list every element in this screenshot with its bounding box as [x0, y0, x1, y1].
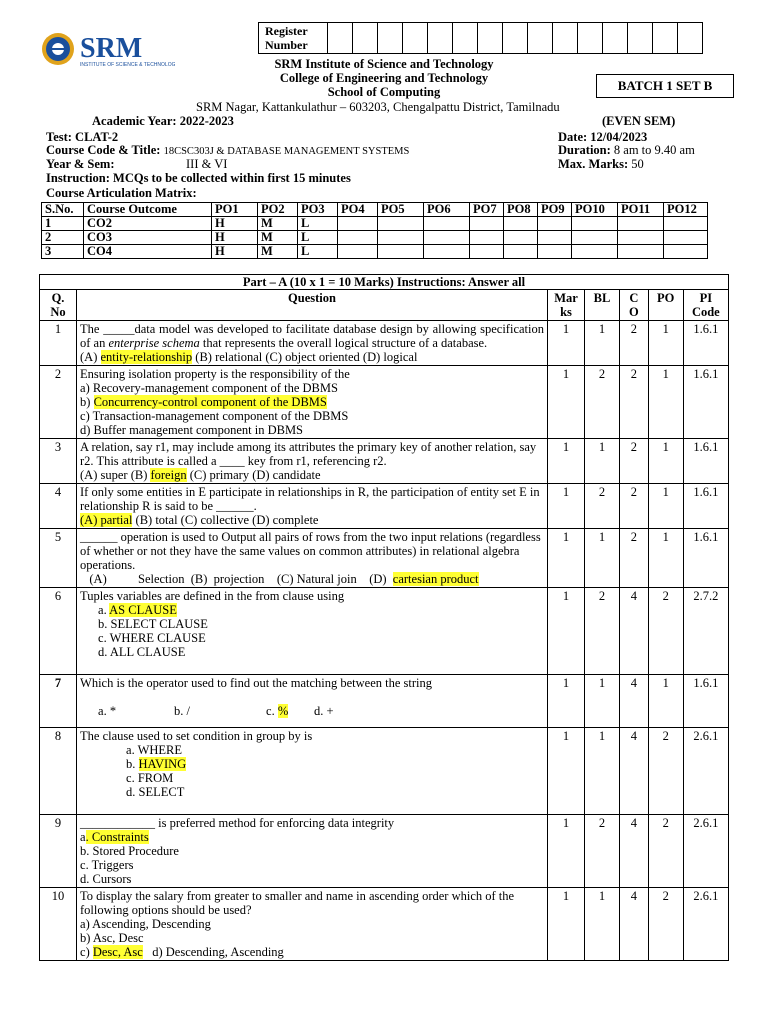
register-digit-cell[interactable]: [403, 23, 428, 54]
question-po: 1: [648, 366, 683, 439]
option-prefix: c.: [266, 704, 278, 718]
matrix-header-cell: PO12: [664, 203, 708, 217]
other-options: (B) total (C) collective (D) complete: [132, 513, 319, 527]
matrix-cell: 2: [42, 231, 84, 245]
question-text: [77, 321, 548, 366]
matrix-cell: [538, 231, 572, 245]
matrix-cell: [572, 231, 618, 245]
option-d: d. +: [314, 704, 334, 718]
question-text: [77, 675, 548, 728]
matrix-cell: [664, 245, 708, 259]
matrix-header-cell: S.No.: [42, 203, 84, 217]
question-row: [40, 815, 729, 888]
question-header: Question: [77, 290, 548, 321]
correct-answer: %: [277, 704, 289, 718]
register-digit-cell[interactable]: [503, 23, 528, 54]
question-stem: Which is the operator used to find out the matching between the string: [80, 676, 433, 690]
question-row: [40, 588, 729, 675]
question-marks: 1: [548, 484, 585, 529]
register-digit-cell[interactable]: [428, 23, 453, 54]
part-a-title-row: [40, 275, 729, 290]
option-b: b. /: [174, 704, 190, 718]
question-bl: 2: [585, 366, 620, 439]
option-prefix: a: [80, 830, 86, 844]
question-po: 1: [648, 484, 683, 529]
question-row: [40, 529, 729, 588]
course-label: Course Code & Title:: [46, 143, 161, 157]
question-co: 2: [619, 321, 648, 366]
matrix-cell: [470, 217, 504, 231]
question-stem: To display the salary from greater to smaller and name in ascending order which of the following options should be used?: [80, 889, 515, 917]
options-line: [80, 704, 544, 720]
matrix-cell: 3: [42, 245, 84, 259]
duration-label: Duration:: [558, 143, 611, 157]
question-co: 4: [619, 675, 648, 728]
question-bl: 1: [585, 728, 620, 815]
question-row: [40, 321, 729, 366]
question-bl: 1: [585, 321, 620, 366]
register-digit-cell[interactable]: [553, 23, 578, 54]
matrix-cell: [378, 217, 424, 231]
matrix-cell: [664, 231, 708, 245]
question-bl: 1: [585, 529, 620, 588]
correct-answer: cartesian product: [392, 572, 479, 586]
option-a: [80, 830, 544, 844]
question-number: 8: [40, 728, 77, 815]
option-prefix: b): [80, 395, 94, 409]
part-a-table: [39, 274, 729, 961]
matrix-cell: [618, 231, 664, 245]
matrix-cell: L: [298, 245, 338, 259]
register-digit-cell[interactable]: [328, 23, 353, 54]
register-digit-cell[interactable]: [478, 23, 503, 54]
question-po: 1: [648, 529, 683, 588]
other-options: (B) relational (C) object oriented (D) logical: [192, 350, 418, 364]
matrix-header-cell: PO8: [504, 203, 538, 217]
register-number-box: [258, 22, 703, 54]
question-bl: 1: [585, 675, 620, 728]
question-text: [77, 484, 548, 529]
matrix-header-cell: PO7: [470, 203, 504, 217]
question-co: 4: [619, 888, 648, 961]
question-po: 1: [648, 321, 683, 366]
matrix-row: [42, 217, 708, 231]
co-header: C O: [619, 290, 648, 321]
question-bl: 2: [585, 815, 620, 888]
matrix-title: Course Articulation Matrix:: [46, 186, 197, 200]
matrix-cell: [424, 217, 470, 231]
test-name: Test: CLAT-2: [46, 130, 119, 144]
option-prefix: a.: [98, 603, 110, 617]
question-po: 2: [648, 728, 683, 815]
matrix-header-cell: PO11: [618, 203, 664, 217]
question-stem-end: that represents the overall logical structure of a database.: [199, 336, 488, 350]
question-text: [77, 728, 548, 815]
question-text: [77, 815, 548, 888]
correct-answer: HAVING: [138, 757, 187, 771]
question-row: [40, 888, 729, 961]
matrix-cell: CO2: [84, 217, 212, 231]
question-number: 10: [40, 888, 77, 961]
register-digit-cell[interactable]: [653, 23, 678, 54]
academic-year: Academic Year: 2022-2023: [92, 114, 234, 128]
question-po: 2: [648, 815, 683, 888]
matrix-cell: [664, 217, 708, 231]
course-value: 18CSC303J & DATABASE MANAGEMENT SYSTEMS: [163, 146, 410, 157]
question-co: 2: [619, 529, 648, 588]
year-label: Year & Sem:: [46, 157, 115, 171]
max-marks-label: Max. Marks:: [558, 157, 629, 171]
question-co: 2: [619, 439, 648, 484]
exam-date: Date: 12/04/2023: [558, 130, 648, 144]
question-pi: 2.6.1: [683, 888, 728, 961]
matrix-cell: M: [258, 217, 298, 231]
svg-text:SRM: SRM: [80, 33, 143, 64]
po-header: PO: [648, 290, 683, 321]
option-a: [80, 603, 544, 617]
marks-row: [558, 157, 644, 172]
articulation-matrix: [41, 202, 708, 259]
register-digit-cell[interactable]: [353, 23, 378, 54]
option-b: b. Stored Procedure: [80, 844, 179, 858]
question-number: 4: [40, 484, 77, 529]
question-marks: 1: [548, 815, 585, 888]
register-number-label: Register Number: [259, 23, 328, 54]
question-po: 1: [648, 675, 683, 728]
other-options: (A) Selection (B) projection (C) Natural join (D): [80, 572, 393, 586]
question-marks: 1: [548, 321, 585, 366]
batch-badge: BATCH 1 SET B: [596, 74, 734, 98]
question-number: 9: [40, 815, 77, 888]
question-row: [40, 728, 729, 815]
matrix-cell: H: [212, 245, 258, 259]
register-digit-cell[interactable]: [603, 23, 628, 54]
question-marks: 1: [548, 888, 585, 961]
matrix-cell: H: [212, 231, 258, 245]
matrix-header-cell: PO4: [338, 203, 378, 217]
question-pi: 1.6.1: [683, 366, 728, 439]
matrix-cell: [424, 245, 470, 259]
duration-value: 8 am to 9.40 am: [613, 143, 695, 157]
question-co: 2: [619, 484, 648, 529]
question-number: 1: [40, 321, 77, 366]
question-bl: 1: [585, 888, 620, 961]
matrix-cell: L: [298, 231, 338, 245]
register-digit-cell[interactable]: [528, 23, 553, 54]
question-po: 1: [648, 439, 683, 484]
instruction: Instruction: MCQs to be collected within first 15 minutes: [46, 171, 351, 185]
option-prefix: b.: [126, 757, 139, 771]
other-options: (C) primary (D) candidate: [186, 468, 321, 482]
question-bl: 1: [585, 439, 620, 484]
matrix-cell: [504, 231, 538, 245]
matrix-cell: [504, 245, 538, 259]
matrix-cell: [338, 245, 378, 259]
question-marks: 1: [548, 439, 585, 484]
option-b: [80, 395, 544, 409]
correct-answer: . Constraints: [85, 830, 149, 844]
address: SRM Nagar, Kattankulathur – 603203, Chengalpattu District, Tamilnadu: [196, 100, 560, 114]
question-marks: 1: [548, 366, 585, 439]
duration-row: [558, 143, 695, 158]
register-digit-cell[interactable]: [678, 23, 703, 54]
register-digit-cell[interactable]: [378, 23, 403, 54]
bl-header: BL: [585, 290, 620, 321]
register-digit-cell[interactable]: [628, 23, 653, 54]
question-marks: 1: [548, 588, 585, 675]
year-value: III & VI: [186, 157, 228, 171]
correct-answer: foreign: [150, 468, 187, 482]
question-row: [40, 366, 729, 439]
question-number: 6: [40, 588, 77, 675]
part-a-header-row: [40, 290, 729, 321]
matrix-header-cell: PO1: [212, 203, 258, 217]
question-text: [77, 366, 548, 439]
option-d: d. SELECT: [126, 785, 185, 799]
question-stem: ______ operation is used to Output all pairs of rows from the two input relations (regardless of whether or not they have the same values on common attributes) in relational algebra operations.: [80, 530, 541, 572]
question-number: 3: [40, 439, 77, 484]
option-b: [80, 757, 544, 771]
question-stem: If only some entities in E participate in relationships in R, the participation of entity set E in relationship R is said to be ______.: [80, 485, 540, 513]
question-pi: 1.6.1: [683, 321, 728, 366]
question-pi: 2.7.2: [683, 588, 728, 675]
option-b: b. SELECT CLAUSE: [98, 617, 208, 631]
option-c: c. Triggers: [80, 858, 134, 872]
question-number: 2: [40, 366, 77, 439]
question-pi: 2.6.1: [683, 728, 728, 815]
school-name: School of Computing: [327, 85, 441, 99]
correct-answer: Desc, Asc: [92, 945, 143, 959]
correct-answer: entity-relationship: [100, 350, 193, 364]
svg-text:INSTITUTE OF SCIENCE & TECHNOL: INSTITUTE OF SCIENCE & TECHNOLOGY: [80, 62, 175, 68]
option-a: a) Recovery-management component of the DBMS: [80, 381, 338, 395]
matrix-cell: M: [258, 231, 298, 245]
option-a: a) Ascending, Descending: [80, 917, 211, 931]
matrix-cell: [538, 245, 572, 259]
matrix-cell: [572, 245, 618, 259]
matrix-cell: [504, 217, 538, 231]
options-line: [80, 513, 544, 527]
register-digit-cell[interactable]: [578, 23, 603, 54]
question-co: 2: [619, 366, 648, 439]
question-stem: Ensuring isolation property is the responsibility of the: [80, 367, 350, 381]
question-row: [40, 675, 729, 728]
matrix-cell: [470, 231, 504, 245]
correct-answer: Concurrency-control component of the DBMS: [93, 395, 327, 409]
max-marks-value: 50: [631, 157, 644, 171]
institute-name: SRM Institute of Science and Technology: [274, 57, 494, 71]
matrix-header-cell: PO2: [258, 203, 298, 217]
question-marks: 1: [548, 529, 585, 588]
question-po: 2: [648, 888, 683, 961]
matrix-cell: CO3: [84, 231, 212, 245]
question-co: 4: [619, 588, 648, 675]
register-digit-cell[interactable]: [453, 23, 478, 54]
matrix-cell: [538, 217, 572, 231]
option-c: [80, 945, 544, 959]
option-prefix: (A): [80, 350, 101, 364]
matrix-cell: M: [258, 245, 298, 259]
matrix-cell: [424, 231, 470, 245]
option-c: c. WHERE CLAUSE: [98, 631, 206, 645]
option-prefix: c): [80, 945, 93, 959]
question-marks: 1: [548, 728, 585, 815]
option-a: a. *: [98, 704, 117, 718]
marks-header: Mar ks: [548, 290, 585, 321]
matrix-cell: CO4: [84, 245, 212, 259]
matrix-row: [42, 231, 708, 245]
question-pi: 1.6.1: [683, 675, 728, 728]
matrix-cell: [618, 217, 664, 231]
question-text: [77, 888, 548, 961]
option-c: [266, 704, 288, 718]
matrix-header-row: [42, 203, 708, 217]
question-marks: 1: [548, 675, 585, 728]
matrix-cell: [618, 245, 664, 259]
question-text: [77, 588, 548, 675]
matrix-header-cell: PO3: [298, 203, 338, 217]
question-co: 4: [619, 815, 648, 888]
correct-answer: (A) partial: [80, 513, 133, 527]
matrix-cell: [378, 231, 424, 245]
matrix-cell: [338, 231, 378, 245]
matrix-header-cell: PO9: [538, 203, 572, 217]
matrix-cell: [572, 217, 618, 231]
question-stem: ____________ is preferred method for enforcing data integrity: [80, 816, 395, 830]
question-text: [77, 529, 548, 588]
question-pi: 1.6.1: [683, 484, 728, 529]
matrix-row: [42, 245, 708, 259]
option-c: c) Transaction-management component of the DBMS: [80, 409, 349, 423]
question-pi: 1.6.1: [683, 529, 728, 588]
option-d: d. Cursors: [80, 872, 132, 886]
question-stem: A relation, say r1, may include among its attributes the primary key of another relation, say r2. This attribute is called a ____ key from r1, referencing r2.: [80, 440, 537, 468]
question-stem: Tuples variables are defined in the from clause using: [80, 589, 345, 603]
college-name: College of Engineering and Technology: [279, 71, 489, 85]
matrix-header-cell: Course Outcome: [84, 203, 212, 217]
matrix-cell: H: [212, 217, 258, 231]
question-bl: 2: [585, 484, 620, 529]
course-row: [46, 143, 409, 158]
question-po: 2: [648, 588, 683, 675]
option-b: b) Asc, Desc: [80, 931, 144, 945]
matrix-cell: [470, 245, 504, 259]
options-line: [80, 468, 544, 482]
question-text: [77, 439, 548, 484]
option-a: a. WHERE: [126, 743, 183, 757]
question-number: 7: [40, 675, 77, 728]
matrix-header-cell: PO6: [424, 203, 470, 217]
qno-header: Q. No: [40, 290, 77, 321]
other-options: (A) super (B): [80, 468, 151, 482]
matrix-header-cell: PO5: [378, 203, 424, 217]
question-stem: The _____data model was developed to facilitate database design by allowing specification of an: [80, 322, 544, 350]
option-d: d) Buffer management component in DBMS: [80, 423, 304, 437]
matrix-cell: L: [298, 217, 338, 231]
question-pi: 2.6.1: [683, 815, 728, 888]
matrix-header-cell: PO10: [572, 203, 618, 217]
question-pi: 1.6.1: [683, 439, 728, 484]
matrix-cell: 1: [42, 217, 84, 231]
semester: (EVEN SEM): [602, 114, 676, 128]
option-c: c. FROM: [126, 771, 174, 785]
question-bl: 2: [585, 588, 620, 675]
part-a-title: Part – A (10 x 1 = 10 Marks) Instructions: Answer all: [40, 275, 729, 290]
question-number: 5: [40, 529, 77, 588]
question-emphasis: enterprise schema: [108, 336, 200, 350]
option-d: d) Descending, Ascending: [142, 945, 284, 959]
question-row: [40, 439, 729, 484]
options-line: [80, 572, 544, 586]
question-stem: The clause used to set condition in group by is: [80, 729, 313, 743]
matrix-cell: [338, 217, 378, 231]
question-co: 4: [619, 728, 648, 815]
correct-answer: AS CLAUSE: [109, 603, 177, 617]
question-row: [40, 484, 729, 529]
matrix-cell: [378, 245, 424, 259]
pi-header: PI Code: [683, 290, 728, 321]
option-d: d. ALL CLAUSE: [98, 645, 186, 659]
